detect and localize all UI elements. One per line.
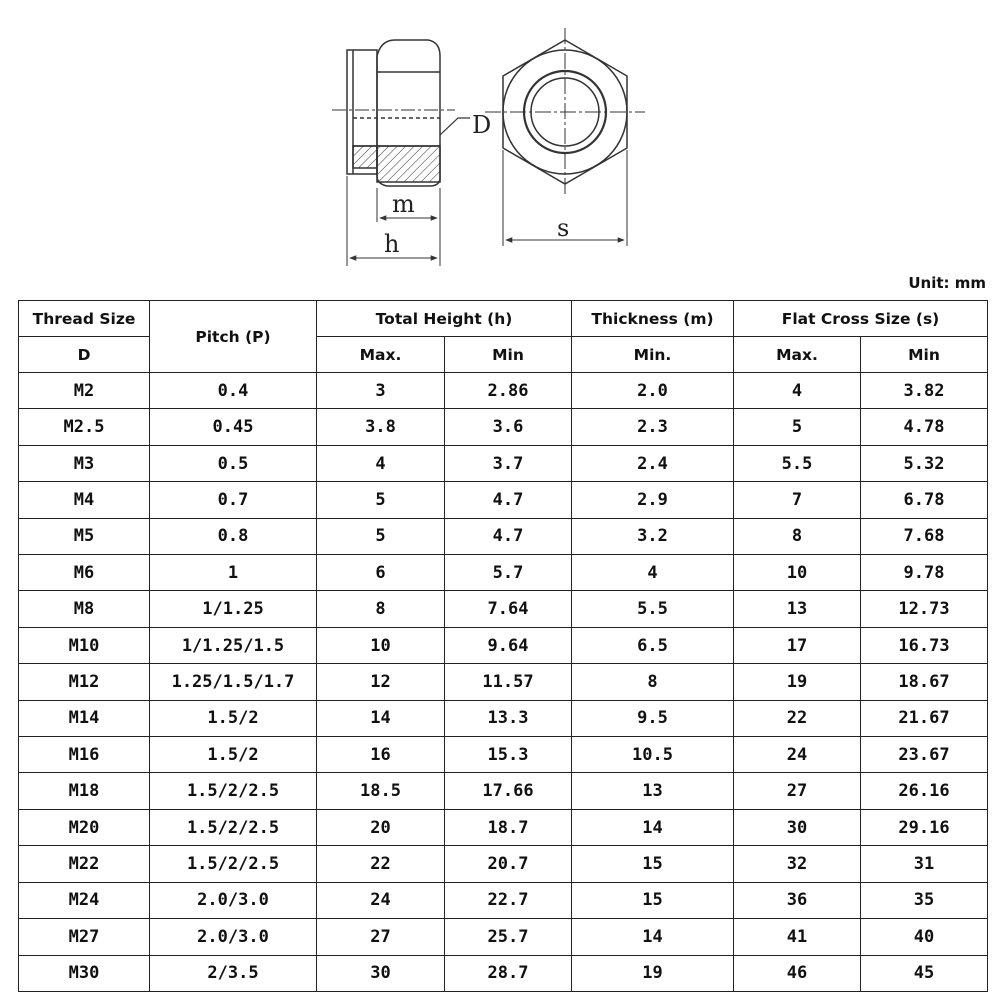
table-row (19, 700, 988, 736)
cell-pitch: 1.5/2/2.5 (150, 773, 317, 809)
cell-pitch: 1.5/2 (150, 700, 317, 736)
header-flat-max: Max. (734, 337, 861, 373)
nut-technical-drawing (0, 0, 1000, 275)
cell-thickness-min: 19 (572, 955, 734, 992)
cell-flat-min: 16.73 (861, 627, 988, 663)
cell-height-min: 2.86 (445, 373, 572, 409)
cell-flat-min: 9.78 (861, 555, 988, 591)
header-thread-size-d: D (19, 337, 150, 373)
cell-pitch: 1 (150, 555, 317, 591)
cell-pitch: 0.7 (150, 482, 317, 518)
cell-pitch: 1/1.25/1.5 (150, 627, 317, 663)
cell-pitch: 1.5/2/2.5 (150, 846, 317, 882)
cell-thickness-min: 15 (572, 882, 734, 918)
cell-flat-min: 29.16 (861, 809, 988, 845)
cell-pitch: 1/1.25 (150, 591, 317, 627)
cell-height-max: 3.8 (317, 409, 445, 445)
cell-flat-max: 46 (734, 955, 861, 992)
cell-height-max: 4 (317, 445, 445, 481)
table-row (19, 482, 988, 518)
cell-thread-size: M3 (19, 445, 150, 481)
table-row (19, 737, 988, 773)
cell-pitch: 0.45 (150, 409, 317, 445)
cell-flat-min: 7.68 (861, 518, 988, 554)
dimension-label-s: s (557, 214, 570, 242)
header-total-height: Total Height (h) (317, 301, 572, 337)
cell-height-max: 27 (317, 919, 445, 955)
cell-flat-min: 12.73 (861, 591, 988, 627)
cell-flat-max: 4 (734, 373, 861, 409)
header-row-1 (19, 301, 988, 337)
cell-thread-size: M27 (19, 919, 150, 955)
cell-pitch: 0.8 (150, 518, 317, 554)
header-thickness: Thickness (m) (572, 301, 734, 337)
cell-flat-max: 17 (734, 627, 861, 663)
cell-flat-min: 6.78 (861, 482, 988, 518)
cell-thickness-min: 4 (572, 555, 734, 591)
cell-height-max: 5 (317, 482, 445, 518)
cell-thickness-min: 2.0 (572, 373, 734, 409)
nut-specification-table (18, 300, 988, 992)
cell-thread-size: M6 (19, 555, 150, 591)
header-height-max: Max. (317, 337, 445, 373)
cell-flat-min: 4.78 (861, 409, 988, 445)
cell-thread-size: M18 (19, 773, 150, 809)
cell-thickness-min: 3.2 (572, 518, 734, 554)
cell-pitch: 1.25/1.5/1.7 (150, 664, 317, 700)
cell-flat-max: 41 (734, 919, 861, 955)
cell-height-max: 22 (317, 846, 445, 882)
cell-flat-max: 24 (734, 737, 861, 773)
table-body (19, 373, 988, 992)
cell-pitch: 1.5/2/2.5 (150, 809, 317, 845)
cell-thickness-min: 14 (572, 809, 734, 845)
cell-height-max: 16 (317, 737, 445, 773)
cell-thickness-min: 5.5 (572, 591, 734, 627)
cell-thread-size: M4 (19, 482, 150, 518)
cell-height-min: 4.7 (445, 518, 572, 554)
nut-drawing-svg (0, 0, 1000, 275)
cell-height-min: 22.7 (445, 882, 572, 918)
dimension-label-d: D (472, 111, 492, 139)
cell-thread-size: M20 (19, 809, 150, 845)
cell-flat-min: 21.67 (861, 700, 988, 736)
cell-flat-max: 8 (734, 518, 861, 554)
cell-thread-size: M22 (19, 846, 150, 882)
cell-flat-max: 5.5 (734, 445, 861, 481)
cell-thread-size: M16 (19, 737, 150, 773)
cell-flat-min: 23.67 (861, 737, 988, 773)
cell-flat-max: 13 (734, 591, 861, 627)
table-row (19, 809, 988, 845)
cell-height-max: 12 (317, 664, 445, 700)
cell-thickness-min: 2.4 (572, 445, 734, 481)
cell-pitch: 1.5/2 (150, 737, 317, 773)
cell-flat-min: 35 (861, 882, 988, 918)
cell-thread-size: M2.5 (19, 409, 150, 445)
cell-thread-size: M5 (19, 518, 150, 554)
table-row (19, 627, 988, 663)
nut-side-view (332, 40, 470, 266)
cell-flat-max: 30 (734, 809, 861, 845)
cell-height-min: 3.6 (445, 409, 572, 445)
cell-thickness-min: 2.9 (572, 482, 734, 518)
cell-flat-min: 45 (861, 955, 988, 992)
cell-thickness-min: 6.5 (572, 627, 734, 663)
cell-flat-max: 22 (734, 700, 861, 736)
cell-thread-size: M2 (19, 373, 150, 409)
cell-thickness-min: 13 (572, 773, 734, 809)
cell-flat-max: 7 (734, 482, 861, 518)
cell-thread-size: M14 (19, 700, 150, 736)
cell-height-max: 8 (317, 591, 445, 627)
cell-pitch: 2.0/3.0 (150, 882, 317, 918)
cell-flat-max: 5 (734, 409, 861, 445)
cell-pitch: 0.5 (150, 445, 317, 481)
table-row (19, 591, 988, 627)
header-pitch: Pitch (P) (150, 301, 317, 373)
table-row (19, 882, 988, 918)
cell-thickness-min: 14 (572, 919, 734, 955)
cell-flat-min: 26.16 (861, 773, 988, 809)
cell-thread-size: M10 (19, 627, 150, 663)
cell-height-min: 3.7 (445, 445, 572, 481)
header-height-min: Min (445, 337, 572, 373)
cell-thickness-min: 15 (572, 846, 734, 882)
cell-flat-min: 40 (861, 919, 988, 955)
cell-height-min: 7.64 (445, 591, 572, 627)
cell-height-min: 20.7 (445, 846, 572, 882)
cell-height-max: 20 (317, 809, 445, 845)
cell-height-max: 5 (317, 518, 445, 554)
cell-height-min: 13.3 (445, 700, 572, 736)
cell-thread-size: M30 (19, 955, 150, 992)
cell-height-min: 25.7 (445, 919, 572, 955)
table-row (19, 409, 988, 445)
cell-height-max: 6 (317, 555, 445, 591)
table-row (19, 555, 988, 591)
cell-height-max: 14 (317, 700, 445, 736)
header-thickness-min: Min. (572, 337, 734, 373)
cell-height-min: 4.7 (445, 482, 572, 518)
table-header (19, 301, 988, 373)
cell-height-max: 30 (317, 955, 445, 992)
table-row (19, 445, 988, 481)
table-row (19, 373, 988, 409)
cell-pitch: 0.4 (150, 373, 317, 409)
cell-thread-size: M24 (19, 882, 150, 918)
cell-height-min: 9.64 (445, 627, 572, 663)
cell-thickness-min: 8 (572, 664, 734, 700)
cell-thickness-min: 10.5 (572, 737, 734, 773)
cell-flat-max: 27 (734, 773, 861, 809)
cell-height-min: 18.7 (445, 809, 572, 845)
dimension-label-h: h (384, 230, 400, 258)
cell-flat-max: 19 (734, 664, 861, 700)
cell-height-min: 11.57 (445, 664, 572, 700)
cell-height-max: 24 (317, 882, 445, 918)
unit-label: Unit: mm (908, 274, 986, 292)
cell-height-max: 3 (317, 373, 445, 409)
cell-height-max: 18.5 (317, 773, 445, 809)
table-row (19, 518, 988, 554)
cell-flat-max: 36 (734, 882, 861, 918)
cell-flat-max: 32 (734, 846, 861, 882)
cell-pitch: 2/3.5 (150, 955, 317, 992)
cell-pitch: 2.0/3.0 (150, 919, 317, 955)
cell-height-min: 5.7 (445, 555, 572, 591)
cell-thickness-min: 2.3 (572, 409, 734, 445)
cell-flat-min: 18.67 (861, 664, 988, 700)
hatched-section (377, 146, 440, 182)
header-flat-cross-size: Flat Cross Size (s) (734, 301, 988, 337)
cell-flat-min: 3.82 (861, 373, 988, 409)
cell-flat-min: 5.32 (861, 445, 988, 481)
table-row (19, 664, 988, 700)
cell-thread-size: M8 (19, 591, 150, 627)
cell-height-min: 28.7 (445, 955, 572, 992)
table-row (19, 846, 988, 882)
header-flat-min: Min (861, 337, 988, 373)
cell-flat-min: 31 (861, 846, 988, 882)
cell-thread-size: M12 (19, 664, 150, 700)
dimension-label-m: m (392, 190, 415, 218)
cell-flat-max: 10 (734, 555, 861, 591)
header-thread-size: Thread Size (19, 301, 150, 337)
table-row (19, 773, 988, 809)
cell-thickness-min: 9.5 (572, 700, 734, 736)
cell-height-min: 15.3 (445, 737, 572, 773)
table-row (19, 955, 988, 992)
table-row (19, 919, 988, 955)
cell-height-min: 17.66 (445, 773, 572, 809)
cell-height-max: 10 (317, 627, 445, 663)
